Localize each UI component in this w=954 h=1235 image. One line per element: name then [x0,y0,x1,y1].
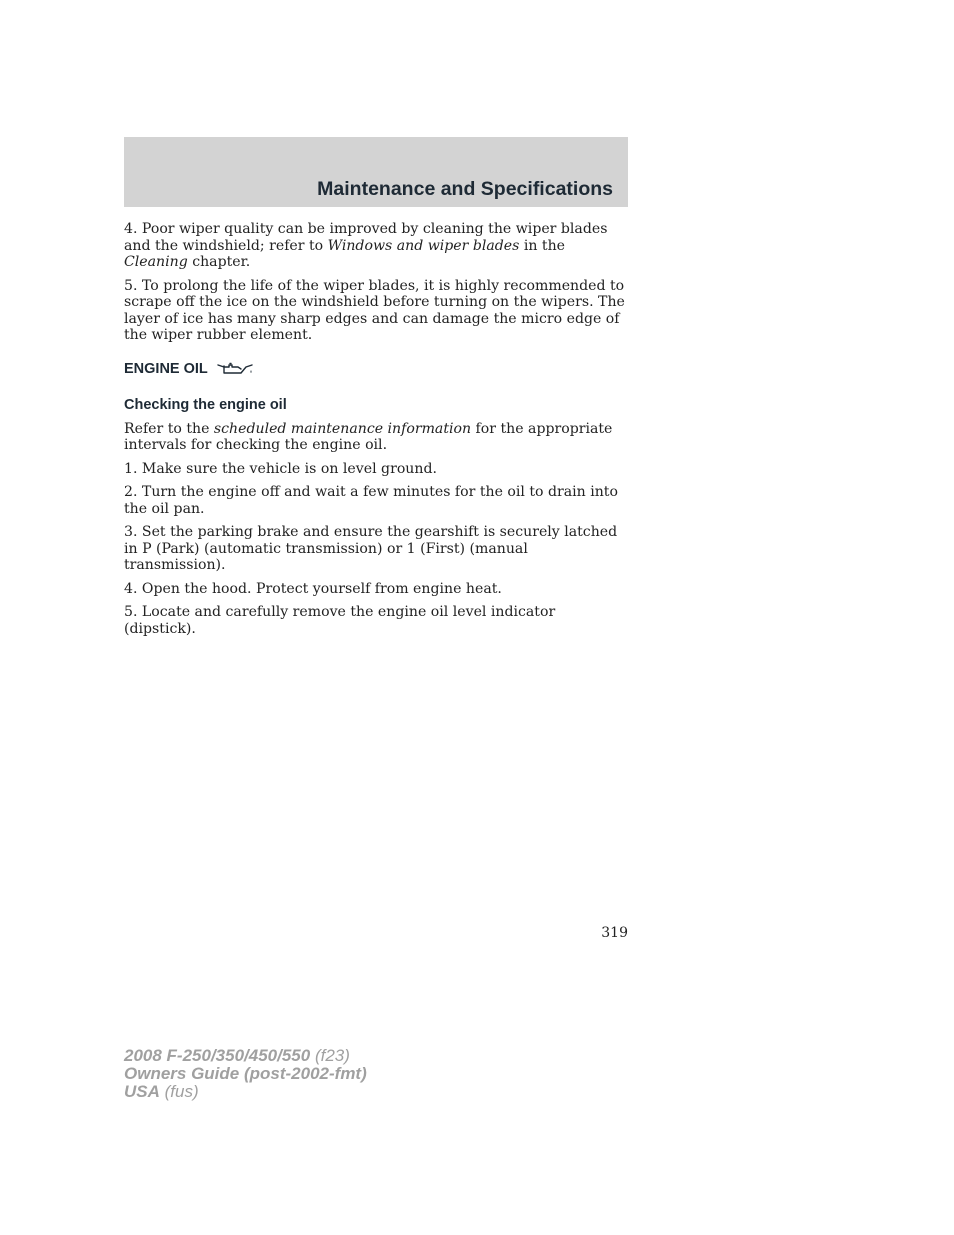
step-1: 1. Make sure the vehicle is on level ground. [124,460,437,477]
paragraph-oil-intro [124,421,630,454]
footer-model-code: (f23) [310,1046,350,1065]
reference-scheduled-maintenance: scheduled maintenance information [213,420,472,437]
step-2: 2. Turn the engine off and wait a few minutes for the oil to drain into the oil pan. [124,484,618,517]
page-title: Maintenance and Specifications [317,178,613,200]
step-4: 4. Open the hood. Protect yourself from engine heat. [124,580,502,597]
section-header-band [124,137,628,207]
footer-model: 2008 F-250/350/450/550 [124,1046,311,1065]
step-5: 5. Locate and carefully remove the engine oil level indicator (dipstick). [124,604,556,637]
footer-line-model [124,1047,367,1065]
heading-label: ENGINE OIL [124,360,208,377]
text-run: chapter. [187,254,251,270]
document-footer [124,1047,367,1101]
text-run: 4. Poor wiper quality can be improved by cleaning the wiper blades and the windshield; refer to [124,221,608,254]
oil-can-icon [216,361,254,377]
main-content [124,221,630,644]
section-heading-engine-oil [124,360,630,378]
text-run: in the [519,237,566,254]
footer-guide: Owners Guide (post-2002-fmt) [124,1064,367,1083]
text-run: Refer to the [124,420,214,437]
paragraph-wiper-quality [124,221,630,271]
text-run: for the appropriate intervals for checking the engine oil. [124,420,613,453]
subheading-checking-engine-oil: Checking the engine oil [124,396,287,413]
reference-cleaning: Cleaning [124,254,188,270]
footer-region: USA [124,1082,160,1101]
footer-line-region [124,1083,367,1101]
paragraph-wiper-ice: 5. To prolong the life of the wiper blades, it is highly recommended to scrape off the ice on the windshield before turning on the wipers. The layer of ice has many sharp edges and can damage the micro edge of the wiper rubber element. [124,277,625,343]
footer-region-code: (fus) [159,1082,199,1101]
step-3: 3. Set the parking brake and ensure the gearshift is securely latched in P (Park) (automatic transmission) or 1 (First) (manual transmission). [124,524,618,573]
footer-line-guide [124,1065,367,1083]
page-number: 319 [601,925,628,941]
reference-windows-wiper-blades: Windows and wiper blades [327,237,520,254]
